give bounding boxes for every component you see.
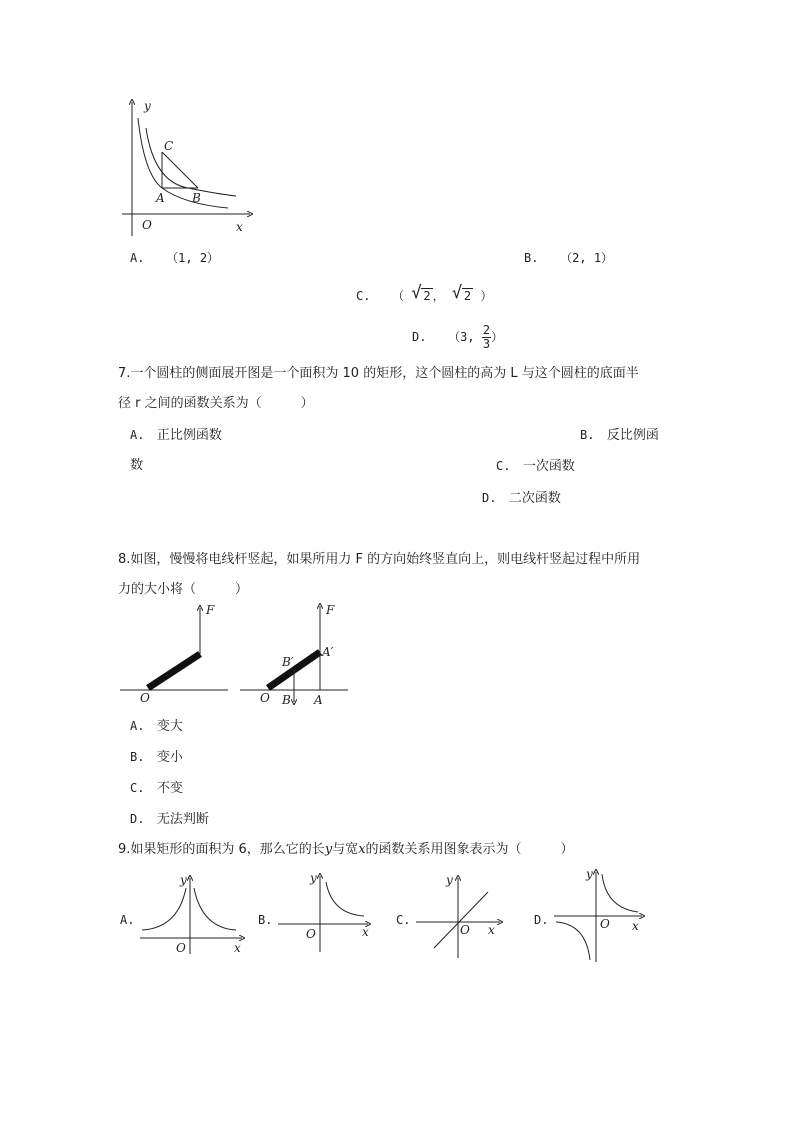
label-y: y: [180, 873, 187, 887]
label-b: B: [282, 693, 291, 707]
q9-option-b-label[interactable]: B.: [258, 913, 273, 927]
q9-stem: [118, 842, 574, 858]
q9-graph-d[interactable]: [552, 866, 652, 964]
radicand: 2: [463, 289, 472, 303]
curve-left: [142, 888, 186, 930]
q7-option-a-text: 正比例函数: [156, 428, 222, 443]
q6-option-d[interactable]: [412, 320, 503, 354]
q7-stem-line1: 7.一个圆柱的侧面展开图是一个面积为 10 的矩形，这个圆柱的高为 L 与这个圆柱的底面半: [118, 366, 639, 381]
q9-option-c-label[interactable]: C.: [396, 913, 411, 927]
q8-stem-line1: 8.如图，慢慢将电线杆竖起，如果所用力 F 的方向始终竖直向上，则电线杆竖起过程中所用: [118, 552, 641, 567]
q6-option-d-label: D.: [412, 330, 427, 344]
q8-figure: [118, 600, 358, 710]
q9-graph-a[interactable]: [138, 872, 248, 956]
radicand: 2: [423, 289, 431, 303]
label-o: O: [306, 927, 316, 941]
q9-option-a-label[interactable]: A.: [120, 913, 135, 927]
q9-stem-x: x: [358, 842, 366, 857]
label-x: x: [236, 220, 243, 234]
label-x: x: [488, 923, 495, 937]
q7-option-d-label: D.: [482, 491, 497, 505]
q9-option-d-label[interactable]: D.: [534, 913, 549, 927]
q8-option-a[interactable]: [130, 718, 183, 735]
q6-option-d-close: ）: [491, 330, 504, 344]
sqrt-expression: √ 2: [451, 283, 472, 303]
q8-option-d[interactable]: [130, 811, 209, 828]
q7-option-c-text: 一次函数: [522, 459, 575, 474]
q6-option-a-text: （1, 2）: [166, 251, 220, 265]
q9-stem-post: 的函数关系用图象表示为（ ）: [365, 842, 574, 857]
q7-option-d-text: 二次函数: [508, 491, 561, 506]
label-o: O: [460, 923, 470, 937]
curve-right: [194, 888, 236, 930]
pole-left: [148, 654, 200, 688]
q8-option-c-label: C.: [130, 781, 145, 795]
q6-option-c-comma: ，: [432, 289, 445, 303]
q9-graph-b[interactable]: [276, 870, 376, 954]
label-o-right: O: [260, 691, 270, 705]
curve-first-quadrant: [326, 882, 364, 916]
q7-option-a-label: A.: [130, 428, 145, 442]
q8-option-b-label: B.: [130, 750, 145, 764]
label-b: B: [192, 191, 201, 205]
q7-option-b-label: B.: [580, 428, 595, 442]
q9-stem-pre: 9.如果矩形的面积为 6，那么它的长: [118, 842, 325, 857]
label-a-prime: A′: [322, 645, 334, 659]
q7-option-b[interactable]: [580, 427, 659, 444]
q8-stem-line2: 力的大小将（ ）: [118, 582, 249, 597]
q6-figure: [118, 96, 258, 238]
q7-option-a[interactable]: [130, 427, 222, 444]
q9-stem-y: y: [324, 842, 333, 857]
label-y: y: [310, 871, 317, 885]
q9-graph-c[interactable]: [414, 872, 510, 960]
q7-option-b-text: 反比例函: [606, 428, 659, 443]
label-a: A: [314, 693, 323, 707]
q7-option-c-label: C.: [496, 459, 511, 473]
q6-option-c-label: C.: [356, 289, 371, 303]
label-o: O: [600, 917, 610, 931]
fraction: [482, 324, 491, 351]
label-o: O: [142, 218, 152, 232]
q6-option-c-open: （: [392, 289, 405, 303]
curve-first-quadrant: [602, 874, 638, 912]
label-f-right: F: [326, 603, 335, 617]
label-y: y: [446, 873, 453, 887]
label-o-left: O: [140, 691, 150, 705]
q7-option-c[interactable]: [496, 458, 575, 475]
label-a: A: [156, 191, 165, 205]
label-b-prime: B′: [282, 655, 294, 669]
denominator: 3: [482, 337, 491, 351]
q9-stem-mid: 与宽: [332, 842, 359, 857]
line-graph: [434, 892, 488, 948]
label-x: x: [362, 925, 369, 939]
label-c: C: [164, 139, 174, 153]
label-x: x: [632, 919, 639, 933]
q6-option-b[interactable]: [524, 250, 613, 266]
q6-option-c-close: ）: [480, 289, 493, 303]
numerator: 2: [482, 323, 491, 337]
q8-option-b[interactable]: [130, 749, 183, 766]
lower-curve: [138, 118, 228, 208]
q8-option-b-text: 变小: [156, 750, 183, 765]
q6-option-d-open: （3,: [448, 330, 475, 344]
q8-option-c-text: 不变: [156, 781, 183, 796]
q6-option-a-label: A.: [130, 251, 145, 265]
q8-option-c[interactable]: [130, 780, 183, 797]
label-y: y: [586, 867, 593, 881]
curve-third-quadrant: [556, 922, 590, 960]
segment-cb: [162, 152, 198, 188]
q6-option-c[interactable]: [356, 283, 493, 304]
q8-option-d-label: D.: [130, 812, 145, 826]
label-x: x: [234, 941, 241, 955]
label-f-left: F: [206, 603, 215, 617]
label-y: y: [144, 99, 151, 113]
q6-option-b-text: （2, 1）: [560, 251, 614, 265]
sqrt-expression: √ 2: [411, 283, 431, 303]
q8-option-d-text: 无法判断: [156, 812, 209, 827]
q6-option-a[interactable]: [130, 250, 219, 266]
q8-option-a-label: A.: [130, 719, 145, 733]
q7-stem-line2: 径 r 之间的函数关系为（ ）: [118, 396, 314, 411]
q7-option-b-wrap: 数: [130, 458, 144, 473]
q8-option-a-text: 变大: [156, 719, 183, 734]
q7-option-d[interactable]: [482, 490, 561, 507]
q6-option-b-label: B.: [524, 251, 539, 265]
label-o: O: [176, 941, 186, 955]
